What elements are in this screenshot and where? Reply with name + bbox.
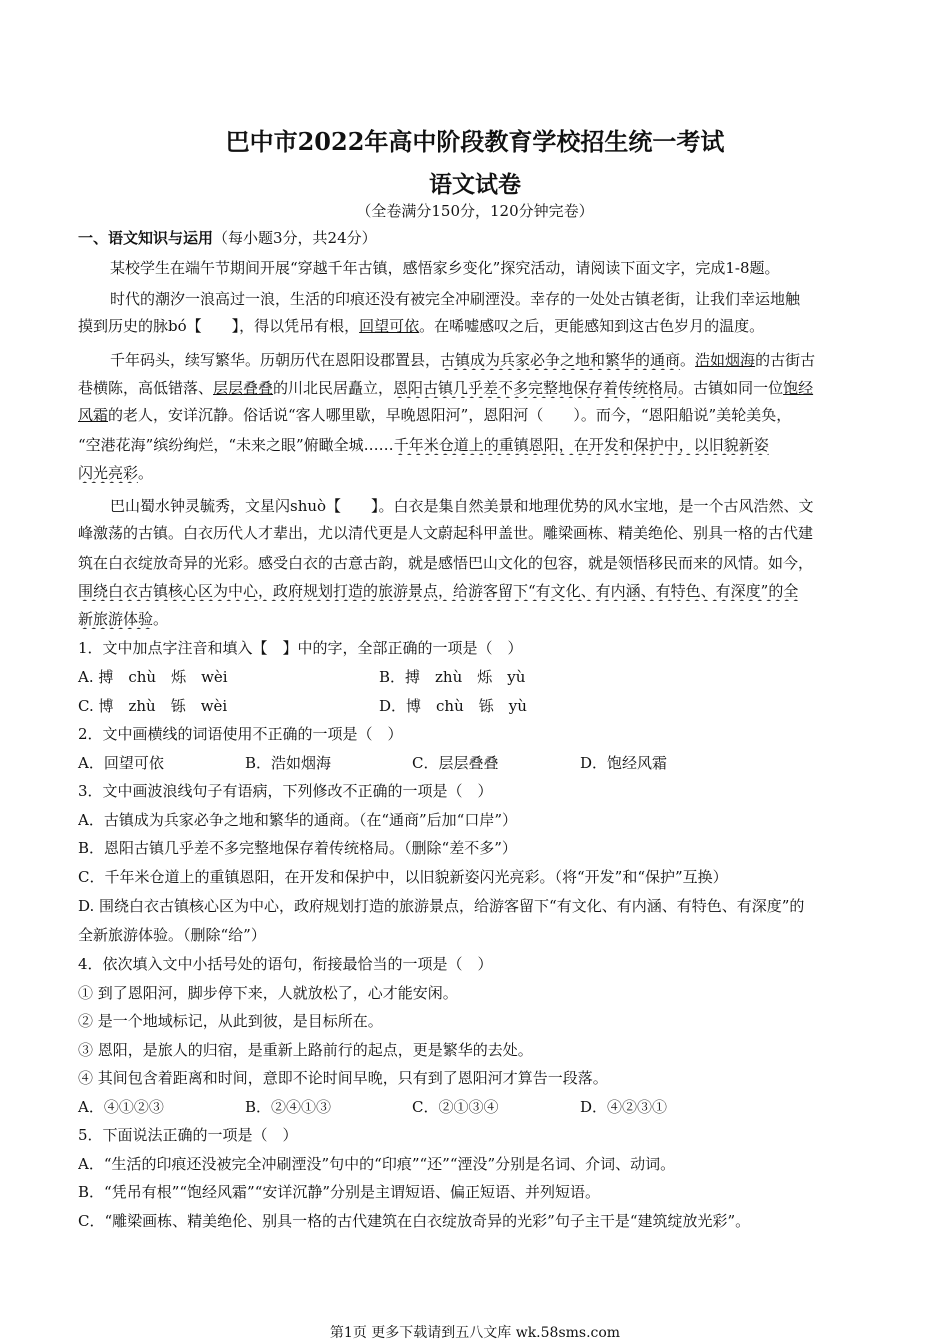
question-2-option-c: C．层层叠叠 [412,754,499,772]
question-1-option-a: A. 搏 chù 烁 wèi [78,668,228,686]
passage-para-2-line-2 [78,316,878,336]
text-span: 。在唏嘘感叹之后，更能感知到这古色岁月的温度。 [419,317,765,335]
question-3-option-b: B．恩阳古镇几乎差不多完整地保存着传统格局。（删除“差不多”） [78,839,517,857]
underlined-word: 饱经 [783,379,814,397]
question-3-option-a: A．古镇成为兵家必争之地和繁华的通商。（在“通商”后加“口岸”） [78,811,518,829]
underlined-word: 层层叠叠 [213,379,274,397]
question-4-option-d: D．④②③① [580,1098,668,1116]
question-4-sentence-1: ① 到了恩阳河，脚步停下来，人就放松了，心才能安闲。 [78,984,458,1002]
question-4-sentence-4: ④ 其间包含着距离和时间，意即不论时间早晚，只有到了恩阳河才算告一段落。 [78,1069,608,1087]
question-4-option-a: A．④①②③ [78,1098,164,1116]
wavy-sentence: 闪光亮彩 [78,464,139,482]
text-span: 的古街古 [755,351,816,369]
question-4-option-c: C．②①③④ [412,1098,499,1116]
text-span: 。 [680,351,696,369]
question-1-option-b: B．搏 zhù 烁 yù [379,668,526,686]
wavy-sentence: 新旅游体验 [78,610,154,628]
question-4-sentence-2: ② 是一个地域标记，从此到彼，是目标所在。 [78,1012,383,1030]
question-1-stem: 1．文中加点字注音和填入【 】中的字，全部正确的一项是（ ） [78,639,523,657]
question-1-option-c: C. 博 zhù 铄 wèi [78,697,228,715]
underlined-word: 风霜 [78,406,109,424]
underlined-word: 回望可依 [359,317,420,335]
text-span: 的川北民居矗立， [273,379,394,397]
question-5-option-b: B．“凭吊有根”“饱经风霜”“安详沉静”分别是主谓短语、偏正短语、并列短语。 [78,1183,601,1201]
question-3-stem: 3．文中画波浪线句子有语病，下列修改不正确的一项是（ ） [78,782,493,800]
wavy-sentence: 围绕白衣古镇核心区为中心，政府规划打造的旅游景点，给游客留下“有文化、有内涵、有特色、有深度”的全 [78,582,799,600]
passage-para-3-line-2 [78,378,878,398]
exam-title: 巴中市2022年高中阶段教育学校招生统一考试 [225,127,725,156]
question-5-option-a: A．“生活的印痕还没被完全冲刷湮没”句中的“印痕”“还”“湮没”分别是名词、介词、动词。 [78,1155,676,1173]
text-span: 千年码头，续写繁华。历朝历代在恩阳设郡置县， [110,351,441,369]
question-1-option-d: D．博 chù 铄 yù [379,697,527,715]
question-3-option-c: C．千年米仓道上的重镇恩阳，在开发和保护中，以旧貌新姿闪光亮彩。（将“开发”和“保护”互换） [78,868,728,886]
passage-para-3-line-5 [78,463,878,483]
question-2-option-b: B．浩如烟海 [245,754,332,772]
wavy-sentence: 千年米仓道上的重镇恩阳，在开发和保护中，以旧貌新姿 [393,436,769,454]
text-span: 摸到历史的脉bó【 】，得以凭吊有根， [78,317,360,335]
text-span: 。 [153,610,169,628]
text-span: “空港花海”缤纷绚烂，“未来之眼”俯瞰全城…… [78,436,394,454]
passage-para-1: 某校学生在端午节期间开展“穿越千年古镇，感悟家乡变化”探究活动，请阅读下面文字，完成1-8题。 [110,259,780,277]
passage-para-4-line-2: 峰激荡的古镇。白衣历代人才辈出，尤以清代更是人文蔚起科甲盖世。雕梁画栋、精美绝伦、别具一格的古代建 [78,524,814,542]
question-3-option-d-line-2: 全新旅游体验。（删除“给”） [78,926,266,944]
page-footer: 第1页 更多下载请到五八文库 wk.58sms.com [329,1325,621,1341]
question-4-sentence-3: ③ 恩阳，是旅人的归宿，是重新上路前行的起点，更是繁华的去处。 [78,1041,533,1059]
passage-para-2-line-1: 时代的潮汐一浪高过一浪，生活的印痕还没有被完全冲刷湮没。幸存的一处处古镇老街，让我们幸运地触 [110,290,801,308]
passage-para-4-line-4 [78,581,878,601]
underlined-word: 浩如烟海 [695,351,756,369]
question-5-stem: 5．下面说法正确的一项是（ ） [78,1126,298,1144]
passage-para-4-line-5 [78,609,878,629]
text-span: 。 [138,464,154,482]
text-span: 。古镇如同一位 [678,379,784,397]
question-2-stem: 2．文中画横线的词语使用不正确的一项是（ ） [78,725,403,743]
wavy-sentence: 古镇成为兵家必争之地和繁华的通商 [440,351,681,369]
question-5-option-c: C．“雕梁画栋、精美绝伦、别具一格的古代建筑在白衣绽放奇异的光彩”句子主干是“建筑绽放光彩”。 [78,1212,751,1230]
section-heading [78,228,878,248]
passage-para-3-line-4 [78,435,878,455]
question-4-stem: 4．依次填入文中小括号处的语句，衔接最恰当的一项是（ ） [78,955,493,973]
exam-note: （全卷满分150分，120分钟完卷） [356,202,594,220]
passage-para-3-line-1 [110,350,878,370]
text-span: 的老人，安详沉静。俗话说“客人哪里歇，早晚恩阳河”，恩阳河（ ）。而今，“恩阳船说”美轮美奂， [108,406,792,424]
question-4-option-b: B．②④①③ [245,1098,332,1116]
wavy-sentence: 恩阳古镇几乎差不多完整地保存着传统格局 [393,379,679,397]
question-2-option-d: D．饱经风霜 [580,754,668,772]
exam-subtitle: 语文试卷 [429,171,521,198]
section-heading-text: 一、语文知识与运用 [78,229,214,247]
question-3-option-d-line-1: D. 围绕白衣古镇核心区为中心，政府规划打造的旅游景点，给游客留下“有文化、有内涵、有特色、有深度”的 [78,897,805,915]
passage-para-3-line-3 [78,405,878,425]
text-span: 巷横陈，高低错落、 [78,379,214,397]
question-2-option-a: A．回望可依 [78,754,164,772]
section-heading-note: （每小题3分，共24分） [213,229,377,247]
passage-para-4-line-3: 筑在白衣绽放奇异的光彩。感受白衣的古意古韵，就是感悟巴山文化的包容，就是领悟移民而来的风情。如今， [78,554,814,572]
passage-para-4-line-1: 巴山蜀水钟灵毓秀，文星闪shuò【 】。白衣是集自然美景和地理优势的风水宝地，是一个古风浩然、文 [110,497,814,515]
